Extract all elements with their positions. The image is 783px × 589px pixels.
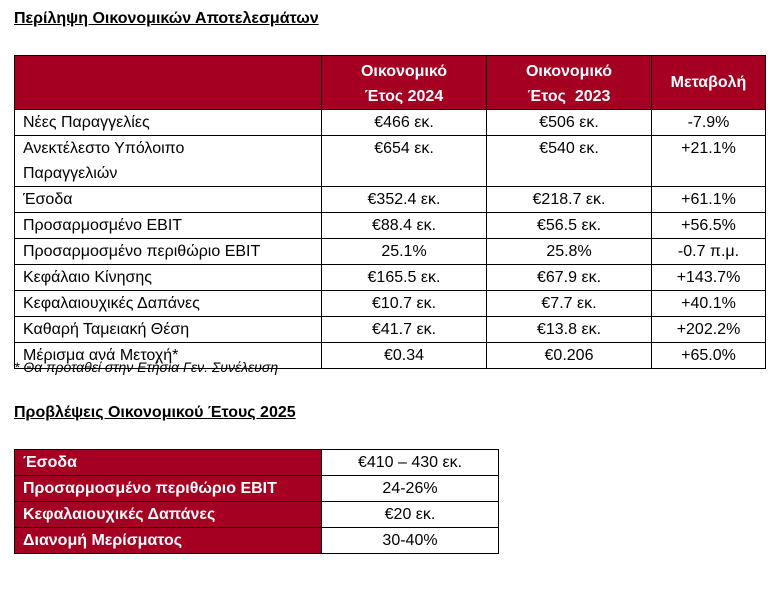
outlook-label: Κεφαλαιουχικές Δαπάνες xyxy=(15,502,322,528)
outlook-value: 30-40% xyxy=(322,528,499,554)
row-label: Προσαρμοσμένο περιθώριο EBIT xyxy=(15,239,322,265)
value-fy2024: €0.34 xyxy=(322,343,487,369)
header-fy2023-line2: Έτος 2023 xyxy=(527,88,611,105)
value-fy2023: €218.7 εκ. xyxy=(487,187,652,213)
header-metric xyxy=(15,56,322,110)
value-fy2024: €352.4 εκ. xyxy=(322,187,487,213)
results-summary-title: Περίληψη Οικονομικών Αποτελεσμάτων xyxy=(14,10,319,27)
header-change xyxy=(652,56,766,110)
table-row xyxy=(15,136,766,187)
table-row xyxy=(15,502,499,528)
outlook-value: €20 εκ. xyxy=(322,502,499,528)
table-row xyxy=(15,528,499,554)
value-change: +61.1% xyxy=(652,187,766,213)
table-row xyxy=(15,213,766,239)
value-fy2023: €67.9 εκ. xyxy=(487,265,652,291)
header-fy2023-line1: Οικονομικό xyxy=(525,63,613,80)
value-fy2023: €7.7 εκ. xyxy=(487,291,652,317)
value-fy2024: €10.7 εκ. xyxy=(322,291,487,317)
value-change: +202.2% xyxy=(652,317,766,343)
header-change-label: Μεταβολή xyxy=(670,74,747,91)
value-change: -0.7 π.μ. xyxy=(652,239,766,265)
header-fy2024-line1: Οικονομικό xyxy=(360,63,448,80)
value-fy2023: €56.5 εκ. xyxy=(487,213,652,239)
value-change: +40.1% xyxy=(652,291,766,317)
results-summary-table xyxy=(14,55,766,369)
row-label: Καθαρή Ταμειακή Θέση xyxy=(15,317,322,343)
row-label: Κεφάλαιο Κίνησης xyxy=(15,265,322,291)
row-label: Προσαρμοσμένο EBIT xyxy=(15,213,322,239)
value-fy2023: €0.206 xyxy=(487,343,652,369)
table-row xyxy=(15,476,499,502)
value-fy2024: €88.4 εκ. xyxy=(322,213,487,239)
value-fy2023: €13.8 εκ. xyxy=(487,317,652,343)
value-fy2024: 25.1% xyxy=(322,239,487,265)
header-fy2023 xyxy=(487,56,652,110)
table-row xyxy=(15,239,766,265)
outlook-title: Προβλέψεις Οικονομικού Έτους 2025 xyxy=(14,404,296,421)
value-change: +21.1% xyxy=(652,136,766,187)
footnote: * Θα προταθεί στην Ετήσια Γεν. Συνέλευση xyxy=(14,359,279,375)
value-change: +143.7% xyxy=(652,265,766,291)
outlook-table xyxy=(14,449,499,554)
value-fy2024: €41.7 εκ. xyxy=(322,317,487,343)
table-row xyxy=(15,291,766,317)
value-fy2023: €506 εκ. xyxy=(487,110,652,136)
value-fy2023: €540 εκ. xyxy=(487,136,652,187)
table-row xyxy=(15,317,766,343)
header-fy2024-line2: Έτος 2024 xyxy=(364,88,444,105)
value-fy2024: €165.5 εκ. xyxy=(322,265,487,291)
table-header-row xyxy=(15,56,766,110)
value-fy2024: €654 εκ. xyxy=(322,136,487,187)
value-change: +65.0% xyxy=(652,343,766,369)
outlook-value: €410 – 430 εκ. xyxy=(322,450,499,476)
value-fy2023: 25.8% xyxy=(487,239,652,265)
row-label: Ανεκτέλεστο Υπόλοιπο Παραγγελιών xyxy=(15,136,322,187)
row-label: Νέες Παραγγελίες xyxy=(15,110,322,136)
value-change: +56.5% xyxy=(652,213,766,239)
value-fy2024: €466 εκ. xyxy=(322,110,487,136)
table-row xyxy=(15,187,766,213)
row-label: Κεφαλαιουχικές Δαπάνες xyxy=(15,291,322,317)
value-change: -7.9% xyxy=(652,110,766,136)
outlook-value: 24-26% xyxy=(322,476,499,502)
table-row xyxy=(15,110,766,136)
outlook-label: Διανομή Μερίσματος xyxy=(15,528,322,554)
outlook-label: Προσαρμοσμένο περιθώριο EBIT xyxy=(15,476,322,502)
row-label: Μέρισμα ανά Μετοχή* xyxy=(15,343,322,369)
row-label: Έσοδα xyxy=(15,187,322,213)
outlook-label: Έσοδα xyxy=(15,450,322,476)
table-row xyxy=(15,265,766,291)
header-fy2024 xyxy=(322,56,487,110)
table-row xyxy=(15,450,499,476)
